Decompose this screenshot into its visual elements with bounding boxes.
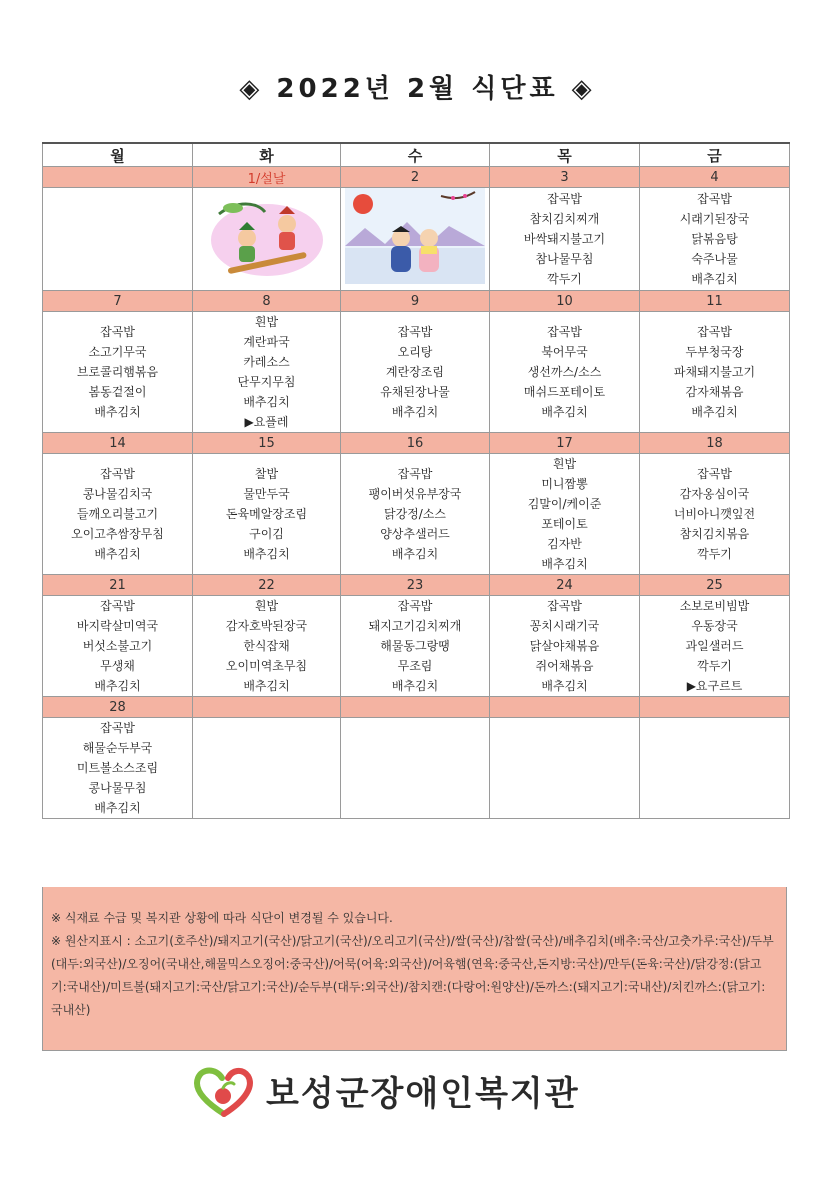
menu-cell-fri: [640, 188, 790, 291]
menu-item: 해물순두부국: [82, 741, 153, 755]
menu-item: 계란장조림: [386, 365, 444, 379]
date-cell-thu: 17: [490, 433, 640, 454]
menu-cell-wed: [341, 596, 490, 697]
menu-item: 버섯소불고기: [82, 639, 153, 653]
menu-cell-thu: [490, 454, 640, 575]
menu-row: [43, 454, 790, 575]
menu-item: 돈육메알장조림: [225, 507, 308, 521]
menu-item: 잡곡밥: [100, 599, 135, 613]
menu-cell-wed: [341, 718, 490, 819]
date-cell-fri: 11: [640, 291, 790, 312]
menu-item: 김말이/케이준: [527, 497, 602, 511]
menu-item: 양상추샐러드: [380, 527, 450, 541]
notes-origin-labels: ※ 원산지표시 : 소고기(호주산)/돼지고기(국산)/닭고기(국산)/오리고기(국산)/쌀(국산)/찹쌀(국산)/배추김치(배추:국산/고춧가루:국산)/두부(대두:외국산)/오징어(국내산,해물믹스오징어:중국산)/어묵(어육:외국산)/어육햄(연육:중국산,돈지방:국산)/만두(돈육:국산)/닭강정:(닭고기:국내산)/미트볼(돼지고기:국산/닭고기:국산)/순두부(대두:외국산)/참치캔:(다랑어:원양산)/돈까스:(돼지고기:국내산)/치킨까스:(닭고기:국내산): [51, 934, 774, 1017]
menu-cell-fri: [640, 312, 790, 433]
menu-item: 단무지무침: [237, 375, 296, 389]
menu-item: 오이미역초무침: [225, 659, 308, 673]
menu-item: 흰밥: [552, 457, 577, 471]
date-cell-tue: [193, 697, 341, 718]
date-cell-wed: 2: [341, 167, 490, 188]
date-cell-tue: 1/설날: [193, 167, 341, 188]
menu-cell-fri: [640, 718, 790, 819]
menu-cell-mon: [43, 718, 193, 819]
menu-row: [43, 596, 790, 697]
date-cell-wed: [341, 697, 490, 718]
menu-item: 시래기된장국: [679, 212, 750, 226]
menu-item: 참치김치찌개: [529, 212, 600, 226]
menu-item: 잡곡밥: [397, 599, 433, 613]
menu-cell-wed: [341, 312, 490, 433]
menu-item: 과일샐러드: [685, 639, 744, 653]
menu-item: 배추김치: [691, 272, 738, 286]
menu-item: 닭볶음탕: [691, 232, 738, 246]
menu-cell-mon: [43, 188, 193, 291]
menu-item: 닭강정/소스: [383, 507, 446, 521]
menu-cell-mon: [43, 454, 193, 575]
menu-item: 해물동그랑땡: [380, 639, 450, 653]
menu-item: 미니짬뽕: [541, 477, 588, 491]
date-cell-fri: 25: [640, 575, 790, 596]
menu-item: 감자채볶음: [685, 385, 744, 399]
menu-item: 배추김치: [541, 405, 588, 419]
menu-item: 잡곡밥: [697, 325, 732, 339]
menu-item: 배추김치: [391, 679, 439, 693]
menu-item: 물만두국: [243, 487, 290, 501]
date-cell-wed: 9: [341, 291, 490, 312]
menu-item: 너비아니깻잎전: [673, 507, 756, 521]
menu-item: 꽁치시래기국: [529, 619, 600, 633]
menu-item: 한식잡채: [243, 639, 290, 653]
date-row: [43, 433, 790, 454]
menu-item: 소고기무국: [88, 345, 147, 359]
menu-item: 참나물무침: [535, 252, 594, 266]
welfare-center-logo-icon: [190, 1062, 260, 1118]
menu-cell-thu: [490, 188, 640, 291]
date-cell-thu: [490, 697, 640, 718]
page-title: ◈ 2022년 2월 식단표 ◈: [239, 74, 596, 104]
date-cell-fri: 18: [640, 433, 790, 454]
menu-item: 돼지고기김치찌개: [368, 619, 462, 633]
menu-table: [42, 142, 790, 819]
weekday-mon: 월: [43, 143, 193, 167]
menu-cell-tue: [193, 596, 341, 697]
menu-cell-tue: [193, 312, 341, 433]
menu-item: 북어무국: [541, 345, 588, 359]
menu-item: 들깨오리불고기: [76, 507, 159, 521]
footer: [190, 1060, 650, 1120]
menu-cell-thu: [490, 718, 640, 819]
menu-item: 무생채: [100, 659, 135, 673]
menu-item: 감자옹심이국: [679, 487, 750, 501]
weekday-wed: 수: [341, 143, 490, 167]
menu-item: 바싹돼지불고기: [523, 232, 606, 246]
date-cell-wed: 16: [341, 433, 490, 454]
date-cell-mon: 14: [43, 433, 193, 454]
menu-item: 구이김: [249, 527, 284, 541]
date-cell-tue: 8: [193, 291, 341, 312]
menu-item: 잡곡밥: [397, 325, 433, 339]
menu-item: 배추김치: [391, 547, 439, 561]
weekday-tue: 화: [193, 143, 341, 167]
menu-item: 잡곡밥: [547, 325, 582, 339]
menu-item: 깍두기: [697, 547, 732, 561]
menu-item: 유채된장나물: [380, 385, 450, 399]
menu-row: [43, 718, 790, 819]
menu-item: 미트볼소스조림: [76, 761, 159, 775]
menu-item: 배추김치: [94, 801, 141, 815]
menu-item: 오리탕: [397, 345, 433, 359]
menu-item: 배추김치: [243, 395, 290, 409]
menu-item: 두부청국장: [685, 345, 744, 359]
menu-item: 카레소스: [243, 355, 290, 369]
menu-item: 매쉬드포테이토: [523, 385, 606, 399]
menu-item: 팽이버섯유부장국: [368, 487, 462, 501]
menu-item: 콩나물무침: [88, 781, 147, 795]
weekday-header: [43, 143, 790, 167]
menu-cell-wed: [341, 454, 490, 575]
menu-item: ▶요구르트: [686, 679, 743, 693]
menu-item: 닭살야채볶음: [529, 639, 600, 653]
date-cell-mon: 7: [43, 291, 193, 312]
date-row: [43, 575, 790, 596]
menu-item: 배추김치: [94, 547, 141, 561]
menu-item: 브로콜리햄볶음: [76, 365, 159, 379]
menu-cell-tue: [193, 188, 341, 291]
menu-cell-tue: [193, 718, 341, 819]
menu-cell-fri: [640, 454, 790, 575]
menu-item: 잡곡밥: [697, 467, 732, 481]
weekday-thu: 목: [490, 143, 640, 167]
menu-item: 무조림: [397, 659, 433, 673]
seollal-children-seesaw-illustration: [207, 192, 327, 280]
menu-item: 생선까스/소스: [527, 365, 602, 379]
menu-item: 흰밥: [254, 315, 279, 329]
menu-item: 봄동겉절이: [88, 385, 147, 399]
notes-box: [42, 887, 787, 1051]
menu-cell-mon: [43, 312, 193, 433]
menu-item: 오이고추쌈장무침: [71, 527, 164, 541]
menu-item: 흰밥: [254, 599, 279, 613]
menu-item: 김자반: [547, 537, 582, 551]
menu-row: [43, 312, 790, 433]
menu-item: 깍두기: [547, 272, 582, 286]
date-cell-mon: 21: [43, 575, 193, 596]
menu-item: 배추김치: [243, 547, 290, 561]
date-cell-thu: 3: [490, 167, 640, 188]
date-cell-fri: 4: [640, 167, 790, 188]
date-cell-tue: 15: [193, 433, 341, 454]
menu-item: 잡곡밥: [397, 467, 433, 481]
date-cell-wed: 23: [341, 575, 490, 596]
menu-cell-thu: [490, 596, 640, 697]
seollal-new-year-greeting-couple-illustration: [345, 188, 485, 284]
menu-item: 계란파국: [243, 335, 290, 349]
menu-item: 배추김치: [541, 557, 588, 571]
menu-item: 깍두기: [697, 659, 732, 673]
menu-item: 우동장국: [691, 619, 738, 633]
menu-item: 잡곡밥: [697, 192, 732, 206]
org-name: 보성군장애인복지관: [266, 1073, 580, 1114]
menu-item: 파채돼지불고기: [673, 365, 756, 379]
menu-item: 감자호박된장국: [225, 619, 308, 633]
date-row: [43, 697, 790, 718]
menu-item: 배추김치: [691, 405, 738, 419]
menu-item: 숙주나물: [691, 252, 738, 266]
menu-item: 잡곡밥: [547, 599, 582, 613]
menu-item: 소보로비빔밥: [679, 599, 750, 613]
menu-item: 포테이토: [541, 517, 588, 531]
menu-row: [43, 188, 790, 291]
menu-cell-fri: [640, 596, 790, 697]
date-cell-thu: 10: [490, 291, 640, 312]
menu-item: 배추김치: [541, 679, 588, 693]
date-cell-mon: 28: [43, 697, 193, 718]
menu-item: 배추김치: [243, 679, 290, 693]
weekday-fri: 금: [640, 143, 790, 167]
date-cell-thu: 24: [490, 575, 640, 596]
menu-item: 잡곡밥: [100, 467, 135, 481]
menu-item: 바지락살미역국: [76, 619, 159, 633]
menu-item: 배추김치: [94, 405, 141, 419]
date-row: [43, 167, 790, 188]
menu-cell-wed: [341, 188, 490, 291]
menu-cell-tue: [193, 454, 341, 575]
date-cell-tue: 22: [193, 575, 341, 596]
menu-item: ▶요플레: [244, 415, 289, 429]
menu-cell-mon: [43, 596, 193, 697]
menu-item: 찰밥: [254, 467, 279, 481]
menu-item: 콩나물김치국: [82, 487, 153, 501]
notes-change-notice: ※ 식재료 수급 및 복지관 상황에 따라 식단이 변경될 수 있습니다.: [51, 911, 393, 925]
menu-item: 쥐어채볶음: [535, 659, 594, 673]
menu-item: 잡곡밥: [100, 325, 135, 339]
date-row: [43, 291, 790, 312]
menu-cell-thu: [490, 312, 640, 433]
menu-item: 잡곡밥: [547, 192, 582, 206]
menu-item: 배추김치: [391, 405, 439, 419]
menu-item: 배추김치: [94, 679, 141, 693]
menu-item: 잡곡밥: [100, 721, 135, 735]
menu-item: 참치김치볶음: [679, 527, 750, 541]
date-cell-mon: [43, 167, 193, 188]
date-cell-fri: [640, 697, 790, 718]
